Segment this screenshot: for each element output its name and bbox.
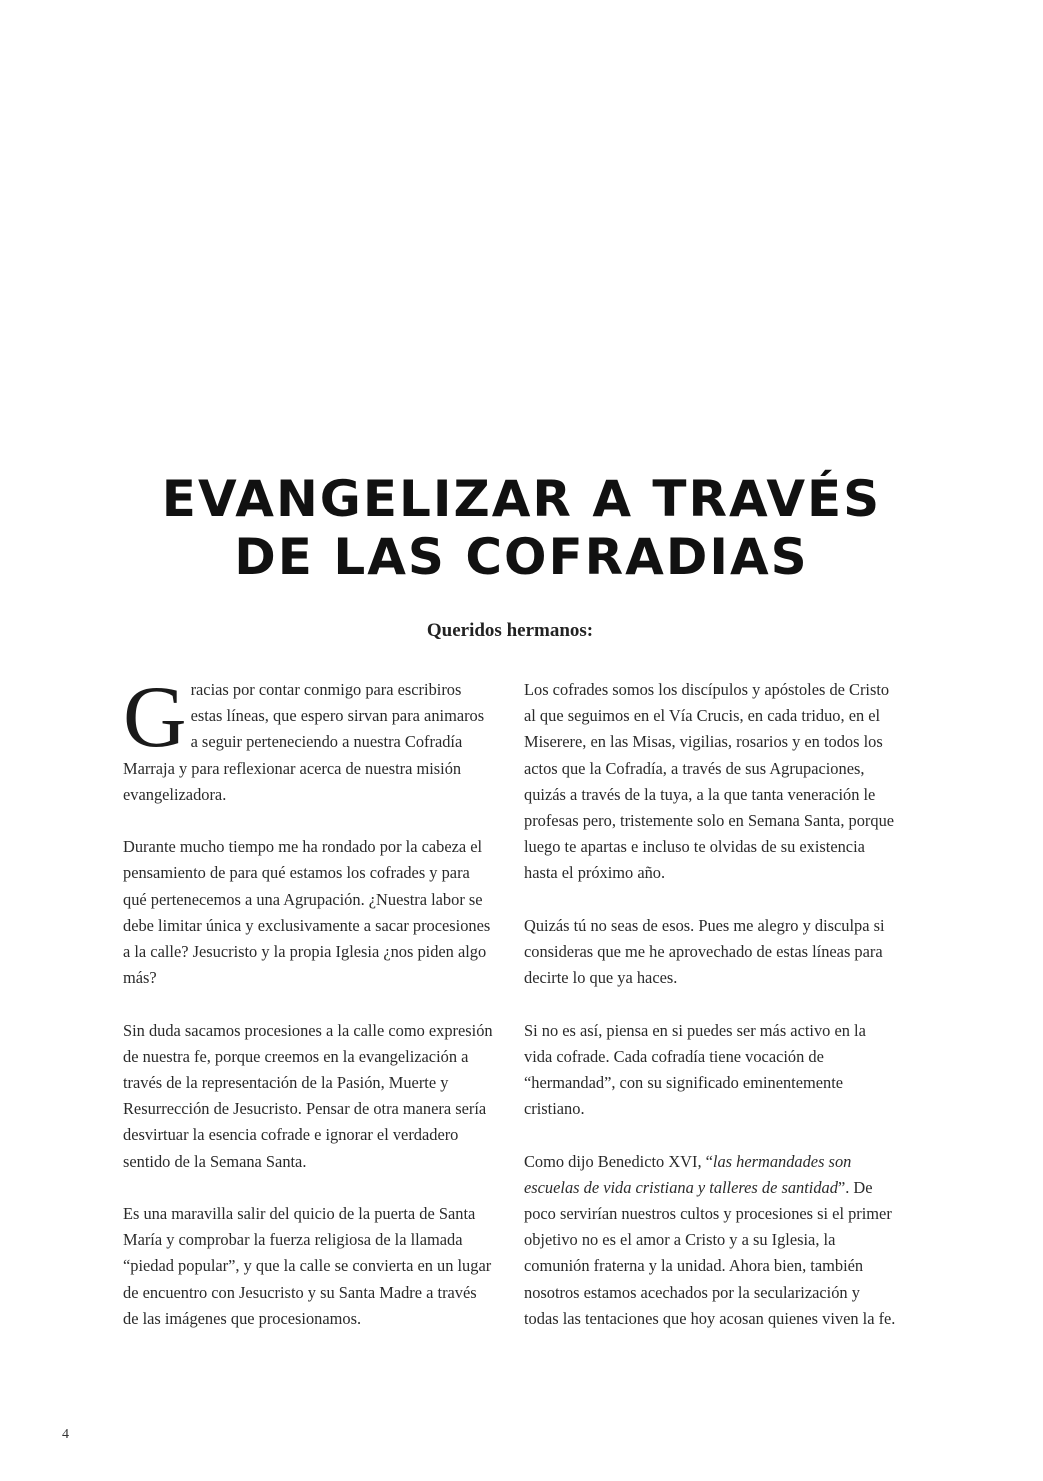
quote-continuation: ”. De poco servirían nuestros cultos y procesiones si el primer objetivo no es el amor a Cristo y a su Iglesia, la comunión fraterna y la unidad. Ahora bien, también nosotros estamos acechados por la secularización y todas las tentaciones que hoy acosan quienes viven la fe.	[524, 1177, 896, 1328]
quote-intro: Como dijo Benedicto XVI, “	[524, 1151, 713, 1171]
paragraph-7: Si no es así, piensa en si puedes ser más activo en la vida cofrade. Cada cofradía tiene vocación de “hermandad”, con su significado eminentemente cristiano.	[524, 1020, 866, 1119]
paragraph-3: Sin duda sacamos procesiones a la calle como expresión de nuestra fe, porque creemos en la evangelización a través de la representación de la Pasión, Muerte y Resurrección de Jesucristo. Pensar de otra manera sería desvirtuar la esencia cofrade e ignorar el verdadero sentido de la Semana Santa.	[123, 1020, 493, 1171]
paragraph-1	[123, 669, 495, 808]
benedict-quote: las hermandades son escuelas de vida cristiana y talleres de santidad	[524, 1151, 852, 1197]
paragraph-4: Es una maravilla salir del quicio de la puerta de Santa María y comprobar la fuerza religiosa de la llamada “piedad popular”, y que la calle se convierta en un lugar de encuentro con Jesucristo y su Santa Madre a través de las imágenes que procesionamos.	[123, 1204, 492, 1328]
paragraph-1-text: racias por contar conmigo para escribiros estas líneas, que espero sirvan para animaros a seguir perteneciendo a nuestra Cofradía Marraja y para reflexionar acerca de nuestra misión evangelizadora.	[123, 680, 485, 804]
left-column	[123, 669, 495, 1358]
paragraph-5: Los cofrades somos los discípulos y apóstoles de Cristo al que seguimos en el Vía Crucis, en cada triduo, en el Miserere, en las Misas, vigilias, rosarios y en todos los actos que la Cofradía, a través de sus Agrupaciones, quizás a través de la tuya, a la que tanta veneración le profesas pero, tristemente solo en Semana Santa, porque luego te apartas e incluso te olvidas de su existencia hasta el próximo año.	[524, 680, 895, 883]
salutation: Queridos hermanos:	[426, 620, 594, 641]
paragraph-2: Durante mucho tiempo me ha rondado por la cabeza el pensamiento de para qué estamos los cofrades y para qué pertenecemos a una Agrupación. ¿Nuestra labor se debe limitar única y exclusivamente a sacar procesiones a la calle? Jesucristo y la propia Iglesia ¿nos piden algo más?	[123, 837, 491, 988]
title-line-1: EVANGELIZAR A TRAVÉS	[161, 470, 882, 528]
paragraph-6: Quizás tú no seas de esos. Pues me alegro y disculpa si consideras que me he aprovechado de estas líneas para decirte lo que ya haces.	[524, 915, 885, 988]
title-line-2: DE LAS COFRADIAS	[234, 528, 809, 586]
right-column	[524, 677, 896, 1358]
drop-cap: G	[123, 669, 187, 766]
page-title	[0, 470, 1043, 586]
paragraph-8	[524, 1149, 896, 1332]
page-number: 4	[62, 1427, 69, 1442]
